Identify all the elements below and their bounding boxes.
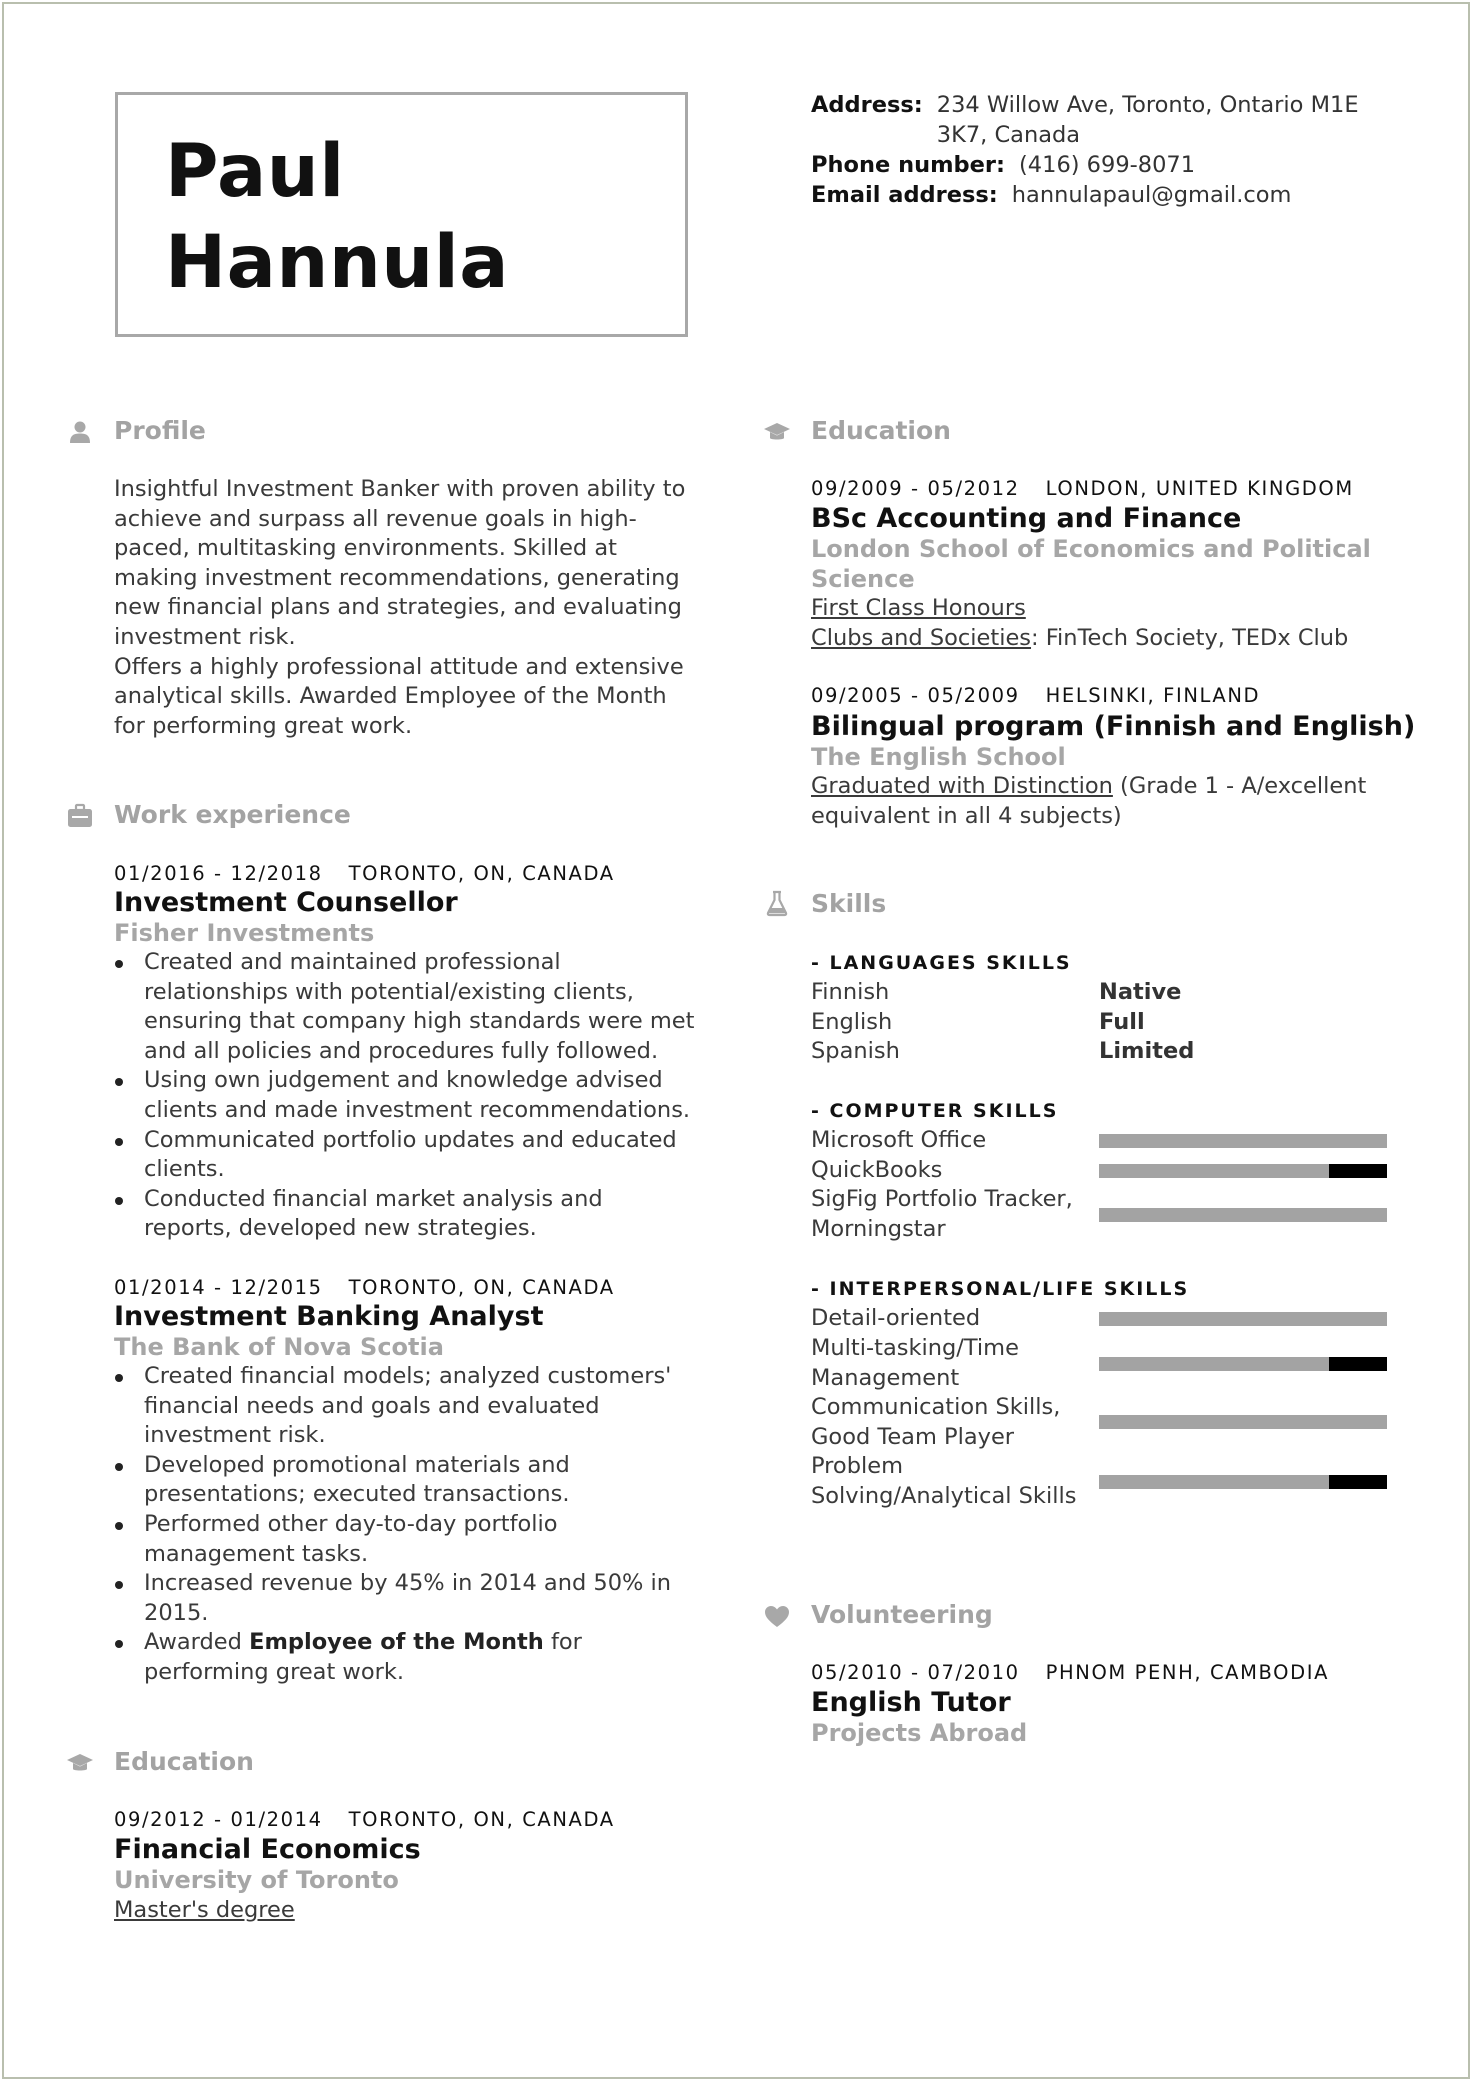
list-item: Conducted financial market analysis and reports, developed new strategies. <box>114 1185 696 1244</box>
profile-paragraph-2: Offers a highly professional attitude and extensive analytical skills. Awarded Employee of the Month for performing great work. <box>114 653 684 739</box>
education-left-heading: Education <box>114 1747 254 1776</box>
edu-left-date-line <box>114 1808 615 1832</box>
language-level: Full <box>1099 1009 1145 1035</box>
edu-right-1-dates: 09/2009 - 05/2012 <box>811 477 1020 500</box>
language-name: Spanish <box>811 1038 900 1064</box>
clubs-label: Clubs and Societies <box>811 625 1032 651</box>
first-name: Paul <box>165 129 345 214</box>
job-2-bullets <box>114 1362 694 1688</box>
briefcase-icon <box>66 802 94 830</box>
volunteering-dates: 05/2010 - 07/2010 <box>811 1661 1020 1684</box>
contact-phone <box>811 150 1371 180</box>
job-1-company: Fisher Investments <box>114 919 375 947</box>
bullet-suffix: for performing great work. <box>144 1629 582 1685</box>
person-icon <box>66 418 94 446</box>
edu-right-1-date-line <box>811 477 1354 501</box>
computer-skill-name: SigFig Portfolio Tracker, Morningstar <box>811 1186 1073 1242</box>
computer-skills-heading: - COMPUTER SKILLS <box>811 1100 1059 1122</box>
edu-right-2-dates: 09/2005 - 05/2009 <box>811 684 1020 707</box>
email-value: hannulapaul@gmail.com <box>1011 182 1292 208</box>
edu-right-1-honours: First Class Honours <box>811 595 1026 621</box>
profile-heading: Profile <box>114 416 206 445</box>
skill-bar-fill <box>1329 1357 1387 1371</box>
volunteering-org: Projects Abroad <box>811 1719 1028 1747</box>
skill-bar <box>1099 1312 1387 1326</box>
volunteering-heading: Volunteering <box>811 1600 993 1629</box>
distinction-label: Graduated with Distinction <box>811 773 1113 799</box>
languages-heading: - LANGUAGES SKILLS <box>811 952 1072 974</box>
edu-right-1-school: London School of Economics and Political Science <box>811 535 1371 593</box>
skill-bar <box>1099 1475 1387 1489</box>
skill-bar-fill <box>1329 1475 1387 1489</box>
job-1-title: Investment Counsellor <box>114 887 458 918</box>
job-1-date-line <box>114 862 615 886</box>
computer-skill-name: QuickBooks <box>811 1157 943 1183</box>
list-item: Communicated portfolio updates and educated clients. <box>114 1126 696 1185</box>
edu-right-1-clubs <box>811 624 1348 654</box>
edu-left-school: University of Toronto <box>114 1866 399 1894</box>
job-2-dates: 01/2014 - 12/2015 <box>114 1276 323 1299</box>
interpersonal-skills-heading: - INTERPERSONAL/LIFE SKILLS <box>811 1278 1190 1300</box>
graduation-cap-icon <box>66 1749 94 1777</box>
edu-left-degree: Master's degree <box>114 1897 295 1923</box>
job-1-dates: 01/2016 - 12/2018 <box>114 862 323 885</box>
skill-bar <box>1099 1164 1387 1178</box>
edu-right-2-location: HELSINKI, FINLAND <box>1045 684 1261 707</box>
skill-bar <box>1099 1357 1387 1371</box>
contact-block <box>811 90 1371 210</box>
phone-label: Phone number: <box>811 152 1006 178</box>
language-level: Native <box>1099 979 1182 1005</box>
job-2-title: Investment Banking Analyst <box>114 1301 544 1332</box>
contact-address <box>811 90 1371 150</box>
bullet-bold: Employee of the Month <box>249 1629 544 1656</box>
list-item <box>114 1628 694 1687</box>
volunteering-title: English Tutor <box>811 1687 1011 1718</box>
phone-value: (416) 699-8071 <box>1019 152 1196 178</box>
list-item: Performed other day-to-day portfolio management tasks. <box>114 1510 694 1569</box>
job-2-date-line <box>114 1276 615 1300</box>
computer-skill-name: Microsoft Office <box>811 1127 987 1153</box>
skills-heading: Skills <box>811 889 887 918</box>
job-2-location: TORONTO, ON, CANADA <box>348 1276 615 1299</box>
job-2-company: The Bank of Nova Scotia <box>114 1333 444 1361</box>
edu-left-dates: 09/2012 - 01/2014 <box>114 1808 323 1831</box>
volunteering-location: PHNOM PENH, CAMBODIA <box>1045 1661 1330 1684</box>
volunteering-date-line <box>811 1661 1329 1685</box>
education-right-heading: Education <box>811 416 951 445</box>
skill-bar <box>1099 1415 1387 1429</box>
edu-right-2-distinction <box>811 772 1371 831</box>
email-label: Email address: <box>811 182 998 208</box>
bullet-prefix: Awarded <box>144 1629 242 1656</box>
graduation-cap-icon <box>763 418 791 446</box>
contact-email <box>811 180 1371 210</box>
skill-bar-fill <box>1329 1164 1387 1178</box>
address-value: 234 Willow Ave, Toronto, Ontario M1E 3K7, Canada <box>936 92 1359 148</box>
edu-right-1-location: LONDON, UNITED KINGDOM <box>1045 477 1354 500</box>
list-item: Increased revenue by 45% in 2014 and 50% in 2015. <box>114 1569 694 1628</box>
list-item: Developed promotional materials and presentations; executed transactions. <box>114 1451 694 1510</box>
profile-paragraph-1: Insightful Investment Banker with proven ability to achieve and surpass all revenue goals in high-paced, multitasking environments. Skilled at making investment recommendations, generating new financial plans and strategies, and evaluating investment risk. <box>114 476 686 650</box>
language-level: Limited <box>1099 1038 1195 1064</box>
address-label: Address: <box>811 92 923 118</box>
last-name: Hannula <box>165 220 510 305</box>
language-name: English <box>811 1009 893 1035</box>
clubs-value: : FinTech Society, TEDx Club <box>1031 625 1349 651</box>
skill-bar <box>1099 1134 1387 1148</box>
interpersonal-skill-name: Detail-oriented <box>811 1305 981 1331</box>
language-name: Finnish <box>811 979 890 1005</box>
work-heading: Work experience <box>114 800 351 829</box>
flask-icon <box>763 889 791 917</box>
distinction-value: (Grade 1 - A/excellent equivalent in all 4 subjects) <box>811 773 1367 829</box>
profile-text <box>114 475 694 741</box>
job-1-bullets <box>114 948 696 1244</box>
interpersonal-skill-name: Problem Solving/Analytical Skills <box>811 1453 1077 1509</box>
list-item: Using own judgement and knowledge advised clients and made investment recommendations. <box>114 1066 696 1125</box>
edu-left-location: TORONTO, ON, CANADA <box>348 1808 615 1831</box>
edu-left-title: Financial Economics <box>114 1834 421 1865</box>
list-item: Created and maintained professional relationships with potential/existing clients, ensuring that company high standards were met and all policies and procedures fully followed. <box>114 948 696 1066</box>
edu-right-2-school: The English School <box>811 743 1066 771</box>
skill-bar <box>1099 1208 1387 1222</box>
heart-icon <box>763 1602 791 1630</box>
edu-right-2-date-line <box>811 684 1260 708</box>
edu-right-2-title: Bilingual program (Finnish and English) <box>811 711 1416 742</box>
list-item: Created financial models; analyzed customers' financial needs and goals and evaluated investment risk. <box>114 1362 694 1451</box>
edu-right-1-title: BSc Accounting and Finance <box>811 503 1242 534</box>
job-1-location: TORONTO, ON, CANADA <box>348 862 615 885</box>
interpersonal-skill-name: Communication Skills, Good Team Player <box>811 1394 1061 1450</box>
interpersonal-skill-name: Multi-tasking/Time Management <box>811 1335 1019 1391</box>
